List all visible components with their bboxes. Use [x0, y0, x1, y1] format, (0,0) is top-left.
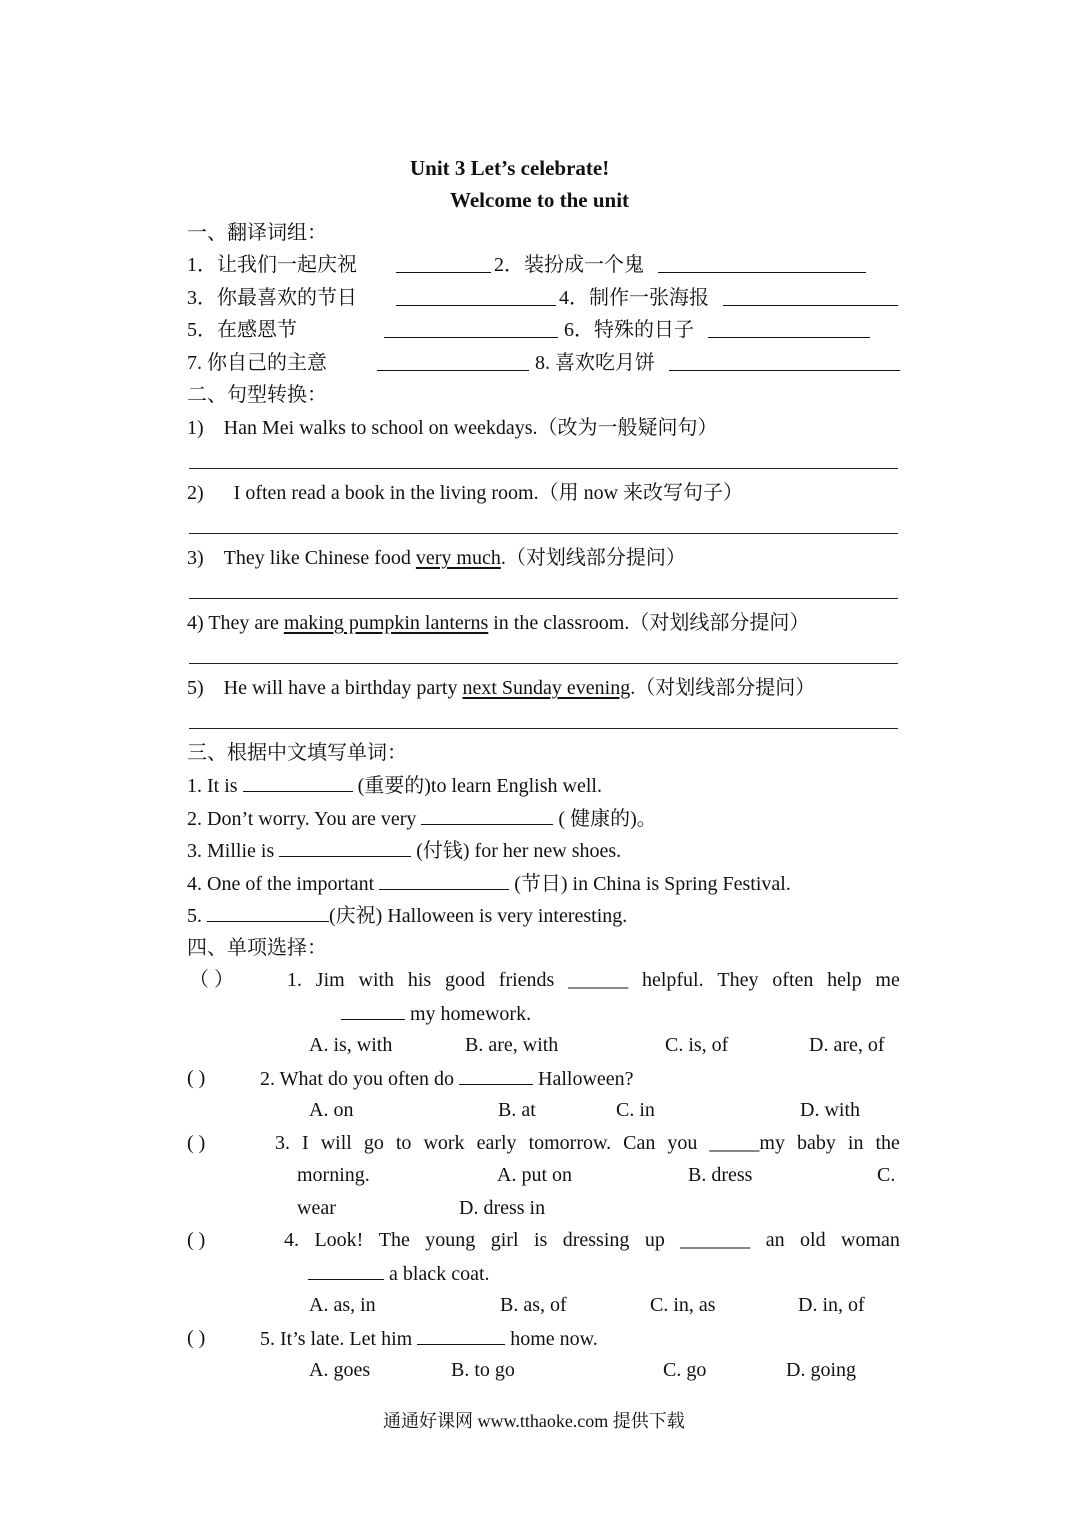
answer-line[interactable] — [189, 663, 898, 664]
fill-text: 3. Millie is — [187, 840, 280, 862]
option-b[interactable]: B. dress — [688, 1164, 753, 1186]
answer-blank[interactable] — [377, 352, 529, 371]
option-d[interactable]: D. are, of — [809, 1034, 885, 1056]
word: Can — [623, 1132, 656, 1154]
sentence: He will have a birthday party — [223, 677, 463, 699]
sentence-tail: . — [500, 547, 506, 569]
option-c[interactable]: C. go — [663, 1359, 707, 1381]
word: The — [378, 1229, 410, 1251]
answer-blank[interactable] — [279, 838, 411, 857]
word: 4. — [284, 1229, 299, 1251]
item-number: 5) — [187, 677, 204, 699]
answer-blank[interactable] — [658, 254, 866, 273]
transform-item — [187, 676, 815, 700]
phrase-item-3: 3．你最喜欢的节日 — [187, 287, 357, 309]
answer-paren[interactable]: ( ) — [187, 1229, 206, 1251]
instruction-hint: （对划线部分提问） — [635, 677, 816, 699]
word: often — [772, 969, 814, 991]
word: the — [875, 1132, 900, 1154]
option-b[interactable]: B. are, with — [465, 1034, 559, 1056]
option-b[interactable]: B. to go — [451, 1359, 515, 1381]
answer-blank[interactable] — [396, 254, 491, 273]
answer-blank[interactable] — [308, 1261, 384, 1280]
answer-line[interactable] — [189, 728, 898, 729]
transform-item — [187, 416, 718, 440]
question-text: 5. It’s late. Let him — [260, 1328, 413, 1350]
option-b[interactable]: B. as, of — [500, 1294, 567, 1316]
instruction-hint: （对划线部分提问） — [505, 547, 686, 569]
item-number: 2) — [187, 482, 204, 504]
question-text: Halloween? — [538, 1068, 634, 1090]
option-a[interactable]: A. is, with — [309, 1034, 393, 1056]
word: up — [644, 1229, 665, 1251]
fill-text: (庆祝) Halloween is very interesting. — [329, 905, 628, 927]
fill-item — [187, 773, 602, 798]
fill-text: (重要的)to learn English well. — [352, 775, 602, 797]
phrase-item-5: 5．在感恩节 — [187, 319, 297, 341]
answer-blank[interactable] — [708, 319, 870, 338]
word: me — [875, 969, 900, 991]
section1-heading: 一、翻译词组： — [187, 222, 327, 244]
fill-item — [187, 838, 621, 863]
word: woman — [841, 1229, 900, 1251]
transform-item — [187, 546, 686, 570]
underlined-part: making pumpkin lanterns — [283, 612, 489, 634]
option-d[interactable]: D. going — [786, 1359, 856, 1381]
item-number: 3) — [187, 547, 204, 569]
answer-blank[interactable] — [421, 806, 553, 825]
word: work — [423, 1132, 465, 1154]
answer-blank[interactable] — [207, 903, 329, 922]
answer-line[interactable] — [189, 598, 898, 599]
fill-text: 2. Don’t worry. You are very — [187, 808, 422, 830]
option-d[interactable]: D. dress in — [459, 1197, 546, 1219]
word: They — [717, 969, 759, 991]
question-line — [275, 1131, 900, 1155]
answer-paren[interactable]: ( ) — [187, 1132, 206, 1154]
phrase-item-4: 4．制作一张海报 — [559, 287, 709, 309]
footer-credit: 通通好课网 www.tthaoke.com 提供下载 — [383, 1411, 685, 1431]
word: _____my — [709, 1132, 785, 1154]
answer-blank[interactable] — [459, 1066, 533, 1085]
word: Jim — [315, 969, 345, 991]
question-line — [308, 1261, 490, 1286]
question-line — [260, 1326, 598, 1351]
answer-paren[interactable]: ( ) — [187, 1327, 206, 1349]
phrase-item-7: 7. 你自己的主意 — [187, 352, 327, 374]
word: girl — [490, 1229, 519, 1251]
word: go — [363, 1132, 384, 1154]
word: _______ — [680, 1229, 751, 1251]
section2-heading: 二、句型转换： — [187, 384, 327, 406]
word: helpful. — [641, 969, 704, 991]
question-text: my homework. — [410, 1003, 532, 1025]
fill-item — [187, 903, 627, 928]
word: ______ — [568, 969, 629, 991]
phrase-item-8: 8. 喜欢吃月饼 — [535, 352, 655, 374]
fill-item — [187, 806, 657, 831]
word: Look! — [314, 1229, 364, 1251]
underlined-part: very much — [415, 547, 501, 569]
word: early — [476, 1132, 517, 1154]
word: to — [395, 1132, 412, 1154]
answer-blank[interactable] — [396, 287, 556, 306]
option-b[interactable]: B. at — [498, 1099, 536, 1121]
fill-text: 5. — [187, 905, 207, 927]
fill-text: 1. It is — [187, 775, 243, 797]
option-d[interactable]: D. with — [800, 1099, 860, 1121]
word: good — [445, 969, 485, 991]
option-c[interactable]: C. in, as — [650, 1294, 716, 1316]
answer-blank[interactable] — [379, 871, 509, 890]
sentence: They like Chinese food — [223, 547, 416, 569]
option-a[interactable]: A. on — [309, 1099, 354, 1121]
word: tomorrow. — [528, 1132, 612, 1154]
question-text: a black coat. — [389, 1263, 490, 1285]
fill-text: (节日) in China is Spring Festival. — [509, 873, 791, 895]
word: old — [800, 1229, 826, 1251]
section3-heading: 三、根据中文填写单词： — [187, 742, 407, 764]
instruction-hint: （改为一般疑问句） — [537, 417, 718, 439]
unit-title: Unit 3 Let’s celebrate! — [410, 156, 610, 180]
question-number: 1. — [287, 969, 302, 991]
lesson-subtitle: Welcome to the unit — [450, 188, 630, 212]
phrase-item-1: 1．让我们一起庆祝 — [187, 254, 357, 276]
option-a[interactable]: A. as, in — [309, 1294, 376, 1316]
word: friends — [498, 969, 555, 991]
question-line — [287, 968, 900, 992]
question-line — [260, 1066, 634, 1091]
fill-text: ( 健康的)。 — [553, 808, 657, 830]
word: help — [827, 969, 862, 991]
transform-item — [187, 481, 743, 505]
word: his — [407, 969, 432, 991]
section4-heading: 四、单项选择： — [187, 937, 327, 959]
transform-item — [187, 611, 809, 635]
option-c[interactable]: C. is, of — [665, 1034, 729, 1056]
answer-paren[interactable]: ( ) — [187, 1067, 206, 1089]
question-line — [341, 1001, 531, 1026]
answer-blank[interactable] — [723, 287, 898, 306]
instruction-hint: （对划线部分提问） — [629, 612, 810, 634]
answer-blank[interactable] — [417, 1326, 505, 1345]
word: an — [765, 1229, 785, 1251]
answer-blank[interactable] — [341, 1001, 405, 1020]
sentence: They are — [208, 612, 284, 634]
item-number: 1) — [187, 417, 204, 439]
answer-blank[interactable] — [243, 773, 353, 792]
question-text: home now. — [510, 1328, 598, 1350]
sentence-tail: . — [630, 677, 636, 699]
word: you — [667, 1132, 698, 1154]
option-d[interactable]: D. in, of — [798, 1294, 865, 1316]
option-c[interactable]: C. in — [616, 1099, 655, 1121]
option-a[interactable]: A. goes — [309, 1359, 371, 1381]
sentence: I often read a book in the living room. — [233, 482, 539, 504]
item-number: 4) — [187, 612, 204, 634]
phrase-item-2: 2．装扮成一个鬼 — [494, 254, 644, 276]
word: is — [533, 1229, 548, 1251]
word: dressing — [562, 1229, 630, 1251]
answer-blank[interactable] — [384, 319, 558, 338]
word: young — [425, 1229, 476, 1251]
option-c-text[interactable]: wear — [297, 1197, 336, 1219]
word: with — [358, 969, 395, 991]
question-text: morning. — [297, 1164, 370, 1186]
question-text: 2. What do you often do — [260, 1068, 455, 1090]
sentence-tail: in the classroom. — [488, 612, 630, 634]
underlined-part: next Sunday evening — [462, 677, 631, 699]
fill-text: 4. One of the important — [187, 873, 380, 895]
word: I — [302, 1132, 309, 1154]
answer-line[interactable] — [189, 468, 898, 469]
instruction-hint: （用 now 来改写句子） — [538, 482, 744, 504]
fill-item — [187, 871, 791, 896]
option-a[interactable]: A. put on — [497, 1164, 572, 1186]
word: 3. — [275, 1132, 290, 1154]
word: baby — [796, 1132, 836, 1154]
answer-blank[interactable] — [669, 352, 900, 371]
word: in — [847, 1132, 864, 1154]
question-line — [284, 1228, 900, 1252]
answer-paren[interactable]: （ ） — [189, 969, 234, 991]
sentence: Han Mei walks to school on weekdays. — [223, 417, 538, 439]
fill-text: (付钱) for her new shoes. — [411, 840, 622, 862]
answer-line[interactable] — [189, 533, 898, 534]
word: will — [320, 1132, 352, 1154]
option-c-label[interactable]: C. — [877, 1164, 896, 1186]
phrase-item-6: 6．特殊的日子 — [564, 319, 694, 341]
